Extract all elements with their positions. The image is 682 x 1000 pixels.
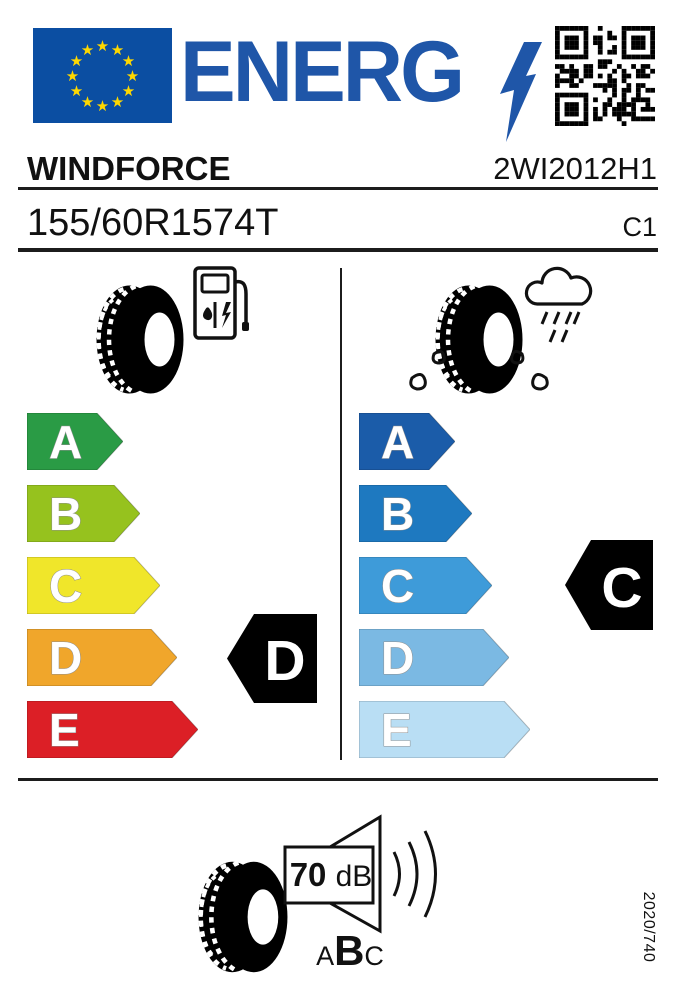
- column-divider: [340, 268, 342, 760]
- noise-class-b-selected: B: [334, 927, 365, 974]
- svg-text:A: A: [49, 416, 83, 468]
- tyre-size: 155/60R1574T: [27, 202, 279, 244]
- svg-text:C: C: [49, 560, 83, 612]
- noise-class-a: A: [316, 941, 335, 971]
- svg-text:★: ★: [65, 68, 80, 85]
- svg-text:★: ★: [69, 53, 84, 70]
- svg-text:C: C: [381, 560, 415, 612]
- fuel-grade-e: [27, 701, 198, 758]
- svg-text:★: ★: [110, 94, 125, 111]
- svg-text:★: ★: [125, 68, 140, 85]
- svg-text:★: ★: [69, 83, 84, 100]
- noise-class-scale: [310, 927, 390, 974]
- svg-text:B: B: [381, 488, 415, 540]
- rain-drops: [542, 312, 579, 342]
- wet-grade-d: [359, 629, 509, 686]
- svg-text:D: D: [49, 632, 83, 684]
- noise-class-c: C: [364, 941, 384, 971]
- energy-logo-text: ENERG: [180, 23, 463, 120]
- tyre-class: C1: [622, 212, 657, 242]
- svg-text:★: ★: [110, 42, 125, 59]
- fuel-grade-c: [27, 557, 160, 614]
- sound-waves-icon: [394, 831, 436, 917]
- wet-rating-indicator: [565, 540, 653, 630]
- model-number: 2WI2012H1: [493, 151, 657, 186]
- fuel-bolt-glyph: [222, 302, 231, 328]
- svg-text:★: ★: [121, 83, 136, 100]
- divider-line: [18, 187, 658, 190]
- wet-grade-b: [359, 485, 472, 542]
- svg-text:★: ★: [121, 53, 136, 70]
- svg-text:★: ★: [80, 94, 95, 111]
- tire-icon: [197, 858, 289, 976]
- fuel-grade-b: [27, 485, 140, 542]
- divider-line: [18, 778, 658, 781]
- svg-text:A: A: [381, 416, 415, 468]
- wet-grade-a: [359, 413, 455, 470]
- fuel-grade-d: [27, 629, 177, 686]
- wet-grade-c: [359, 557, 492, 614]
- wet-grade-e: [359, 701, 530, 758]
- fuel-drop-glyph: [203, 307, 212, 320]
- svg-text:D: D: [381, 632, 415, 684]
- svg-text:E: E: [381, 704, 412, 756]
- svg-text:B: B: [49, 488, 83, 540]
- lightning-bolt-icon: [498, 42, 542, 142]
- noise-value: 70: [289, 856, 327, 893]
- eu-flag: [33, 28, 172, 123]
- svg-text:★: ★: [80, 42, 95, 59]
- divider-line: [18, 248, 658, 252]
- water-splash-icon: [406, 350, 556, 396]
- fuel-pump-icon: [192, 264, 250, 346]
- noise-unit: dB: [335, 860, 373, 893]
- fuel-rating-indicator: [227, 614, 317, 703]
- svg-text:★: ★: [95, 38, 110, 55]
- tire-icon: [95, 282, 185, 397]
- rain-cloud-icon: [521, 262, 601, 348]
- qr-code: [555, 26, 655, 126]
- brand-name: WINDFORCE: [27, 150, 231, 187]
- svg-text:D: D: [264, 629, 306, 693]
- svg-text:C: C: [601, 556, 643, 620]
- regulation-number: 2020/740: [640, 891, 657, 963]
- svg-text:★: ★: [95, 98, 110, 115]
- svg-text:E: E: [49, 704, 80, 756]
- noise-level: [288, 856, 374, 894]
- fuel-grade-a: [27, 413, 123, 470]
